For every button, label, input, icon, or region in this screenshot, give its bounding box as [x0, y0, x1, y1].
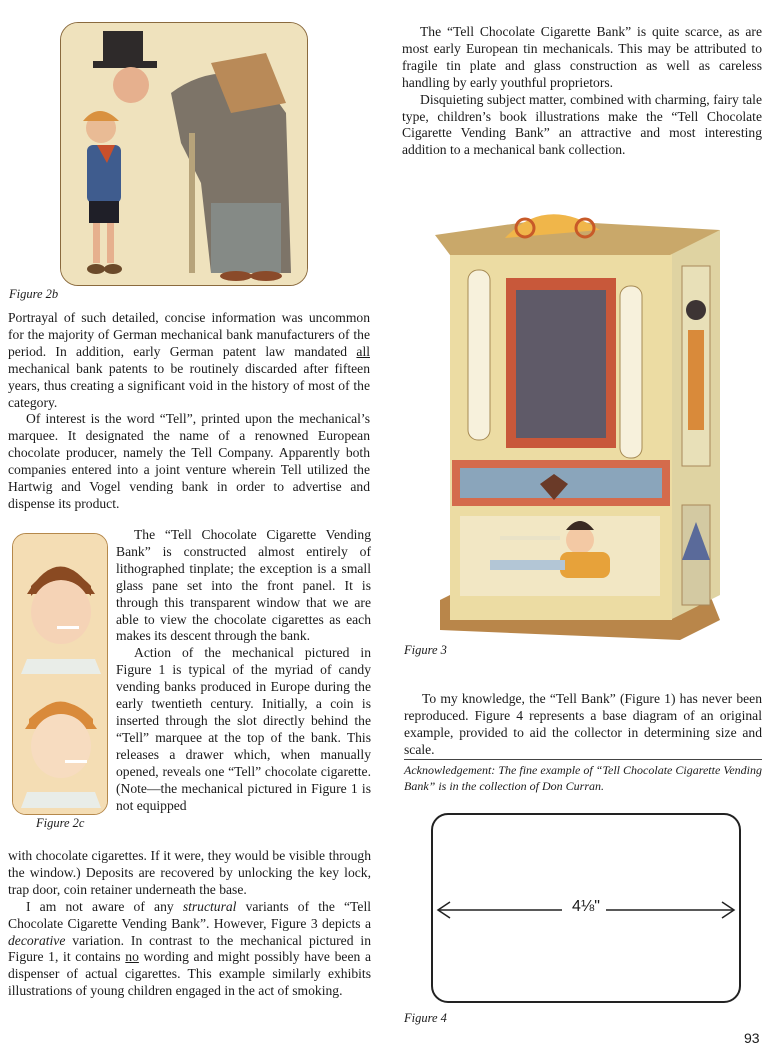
paragraph-variants: I am not aware of any structural variants of the “Tell Chocolate Cigarette Vending Bank”. However, Figure 3 depicts a decorative variation. In contrast to the mechanical pictured in Figure 1, it contains no wording and might possibly have been a dispenser of actual cigarettes. This example similarly exhibits illustrations of young children engaged in the act of smoking. — [8, 898, 372, 999]
paragraph-action-cont: with chocolate cigarettes. If it were, they would be visible through the window.) Deposits are recovered by unlocking the key lock, trap door, coin retainer underneath the base. — [8, 848, 371, 897]
figure-2b-image — [60, 22, 308, 286]
left-column-narrow — [116, 527, 371, 814]
figure-3-image — [420, 200, 730, 640]
right-column-upper — [402, 24, 762, 159]
page-number: 93 — [744, 1030, 760, 1046]
paragraph-action: Action of the mechanical pictured in Figure 1 is typical of the myriad of candy vending banks produced in Europe during the early twentieth century. Initially, a coin is inserted through the slot directly behind the “Tell” marquee at the top of the bank. This releases a drawer which, when manually opened, reveals one “Tell” chocolate cigarette. (Note—the mechanical pictured in Figure 1 is not equipped — [116, 645, 371, 813]
paragraph-portrayal: Portrayal of such detailed, concise information was uncommon for the majority of German mechanical bank manufacturers of the period. In addition, early German patent law mandated all mechanical bank patents to be routinely discarded after fifteen years, thus creating a significant void in the history of most of the category. — [8, 310, 370, 410]
left-column-upper — [8, 310, 370, 513]
right-column-middle — [404, 691, 762, 759]
paragraph-tell-word: Of interest is the word “Tell”, printed upon the mechanical’s marquee. It designated the name of a renowned European chocolate producer, namely the Tell Company. Apparently both companies entered into a joint venture wherein Tell utilized the Hartwig and Vogel vending bank in order to advertise and dispense its product. — [8, 411, 370, 511]
figure-2b-illustration — [61, 23, 307, 285]
figure-2c-caption: Figure 2c — [36, 816, 85, 830]
figure-3-bank-illustration — [420, 200, 730, 640]
figure-2c-illustration — [13, 534, 107, 814]
figure-2c-image — [12, 533, 108, 815]
paragraph-knowledge: To my knowledge, the “Tell Bank” (Figure 1) has never been reproduced. Figure 4 represents a base diagram of an original example, provided to aid the collector in determining size and scale. — [404, 691, 762, 757]
figure-3-caption: Figure 3 — [404, 643, 447, 657]
left-column-lower — [8, 848, 371, 1000]
acknowledgement-divider — [404, 759, 762, 760]
figure-4-diagram — [430, 812, 742, 1004]
paragraph-construction: The “Tell Chocolate Cigarette Vending Bank” is constructed almost entirely of lithographed tinplate; the exception is a small glass pane set into the front panel. It is through this transparent window that we are able to view the chocolate cigarettes as each makes its descent through the bank. — [116, 527, 371, 644]
paragraph-disquieting: Disquieting subject matter, combined with charming, fairy tale type, children’s book illustrations make the “Tell Chocolate Cigarette Vending Bank” an attractive and most interesting addition to a mechanical bank collection. — [402, 91, 762, 158]
figure-4-caption: Figure 4 — [404, 1011, 447, 1025]
figure-4-measurement-label: 4⅛" — [572, 898, 600, 915]
paragraph-scarce: The “Tell Chocolate Cigarette Bank” is quite scarce, as are most early European tin mechanicals. This may be attributed to fragile tin plate and glass construction as well as careless handling by early youthful proprietors. — [402, 24, 762, 90]
figure-2b-caption: Figure 2b — [9, 287, 59, 301]
acknowledgement-note: Acknowledgement: The fine example of “Tell Chocolate Cigarette Vending Bank” is in the collection of Don Curran. — [404, 763, 762, 793]
